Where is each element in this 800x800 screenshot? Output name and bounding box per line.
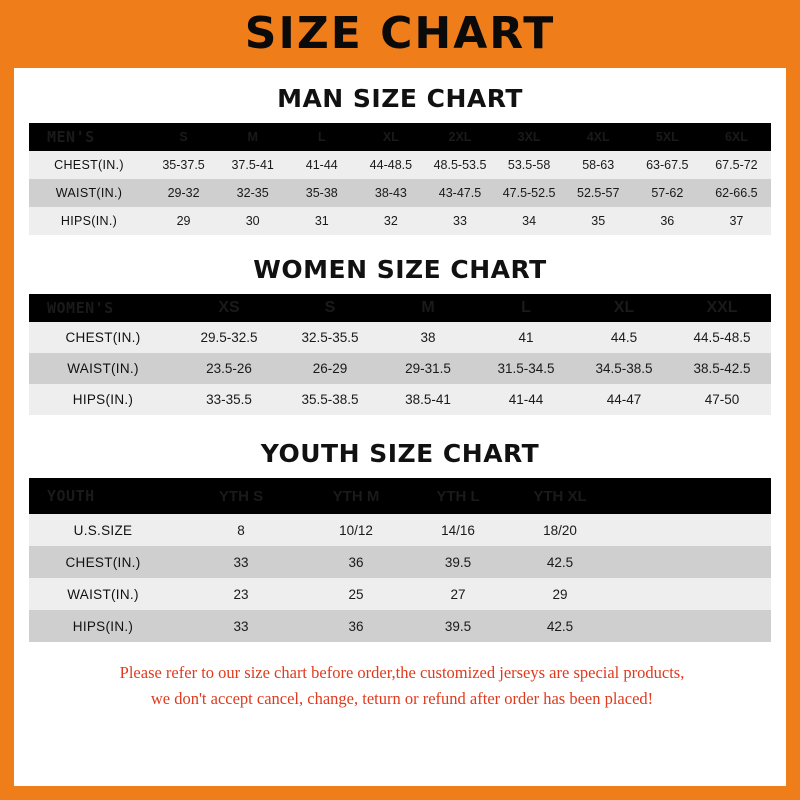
men-row-2-v0: 29 [176,214,191,228]
table-row [29,151,771,179]
women-row-2-v4: 44-47 [606,392,642,407]
youth-row-0-v2: 14/16 [441,522,475,538]
women-header-0: WOMEN'S [47,299,114,317]
youth-header-2: YTH M [332,487,380,505]
women-row-1-v3: 31.5-34.5 [497,361,555,376]
women-table-head [29,294,771,322]
men-row-0-label: CHEST(IN.) [54,158,124,172]
men-row-1-v6: 52.5-57 [577,186,620,200]
table-row [29,322,771,353]
men-row-1-v3: 38-43 [374,186,407,200]
table-row [29,179,771,207]
youth-header-0: YOUTH [47,487,95,505]
women-header-6: XXL [706,299,738,316]
men-row-2-v3: 32 [383,214,398,228]
men-row-2-v4: 33 [453,214,467,228]
men-size-table [29,123,771,235]
men-header-1: S [179,130,188,144]
men-row-0-v2: 41-44 [305,158,338,172]
men-row-0-v7: 63-67.5 [646,158,689,172]
youth-table-body [29,514,771,642]
men-row-1-v2: 35-38 [305,186,338,200]
women-row-1-label: WAIST(IN.) [67,361,139,376]
youth-row-3-v1: 36 [348,618,364,634]
youth-table-head [29,478,771,514]
youth-row-3-label: HIPS(IN.) [72,618,134,634]
men-row-0-v1: 37.5-41 [231,158,274,172]
youth-row-2-v0: 23 [233,586,249,602]
men-row-0-v0: 35-37.5 [162,158,205,172]
banner [0,0,800,68]
youth-row-0-label: U.S.SIZE [73,522,133,538]
youth-row-1-label: CHEST(IN.) [65,554,141,570]
men-header-5: 2XL [448,130,472,144]
men-row-1-v5: 47.5-52.5 [502,186,556,200]
women-header-5: XL [613,299,635,316]
youth-row-2-v4 [611,578,771,610]
content [14,84,786,711]
men-row-0-v8: 67.5-72 [715,158,758,172]
men-row-2-v8: 37 [729,214,744,228]
table-row [29,514,771,546]
table-header-row [29,123,771,151]
youth-row-1-v1: 36 [348,554,364,570]
men-table-head [29,123,771,151]
youth-row-0-v1: 10/12 [339,522,373,538]
table-row [29,578,771,610]
men-table-body [29,151,771,235]
notice-line-1: Please refer to our size chart before order,the customized jerseys are special products, [119,663,685,682]
table-row [29,546,771,578]
women-row-2-v5: 47-50 [704,392,740,407]
youth-row-2-v1: 25 [348,586,364,602]
women-row-2-v0: 33-35.5 [206,392,252,407]
men-row-1-v4: 43-47.5 [438,186,482,200]
women-row-0-label: CHEST(IN.) [65,330,141,345]
notice-text [28,660,776,711]
women-row-0-v0: 29.5-32.5 [200,330,258,345]
women-row-2-label: HIPS(IN.) [72,392,134,407]
youth-row-0-v4 [611,514,771,546]
women-row-1-v2: 29-31.5 [405,361,451,376]
youth-row-2-v2: 27 [450,586,466,602]
women-row-2-v1: 35.5-38.5 [301,392,359,407]
table-row [29,207,771,235]
women-row-1-v0: 23.5-26 [206,361,252,376]
youth-row-3-v0: 33 [233,618,249,634]
table-header-row [29,294,771,322]
youth-row-1-v4 [611,546,771,578]
men-row-2-v7: 36 [660,214,675,228]
youth-row-0-v3: 18/20 [543,522,577,538]
women-header-2: S [324,299,336,316]
table-row [29,384,771,415]
men-row-0-v6: 58-63 [582,158,615,172]
women-row-1-v5: 38.5-42.5 [693,361,751,376]
women-row-0-v5: 44.5-48.5 [693,330,751,345]
women-row-1-v1: 26-29 [312,361,348,376]
youth-row-2-label: WAIST(IN.) [67,586,139,602]
women-row-1-v4: 34.5-38.5 [595,361,653,376]
men-row-0-v4: 48.5-53.5 [433,158,487,172]
men-header-6: 3XL [517,130,541,144]
men-header-0: MEN'S [47,128,95,146]
table-row [29,353,771,384]
youth-header-4: YTH XL [533,487,587,505]
men-row-1-v7: 57-62 [651,186,684,200]
men-row-1-v0: 29-32 [167,186,200,200]
men-row-2-v6: 35 [591,214,606,228]
men-header-2: M [247,130,258,144]
women-row-0-v2: 38 [420,330,436,345]
women-row-0-v3: 41 [518,330,534,345]
women-row-0-v1: 32.5-35.5 [301,330,359,345]
men-row-2-v2: 31 [314,214,329,228]
men-row-2-label: HIPS(IN.) [60,214,118,228]
page-title: SIZE CHART [244,8,556,59]
women-header-4: L [521,299,531,316]
youth-row-3-v2: 39.5 [444,618,472,634]
men-section-title: MAN SIZE CHART [277,84,523,113]
men-header-4: XL [382,130,399,144]
men-row-1-v1: 32-35 [236,186,269,200]
men-row-0-v5: 53.5-58 [507,158,551,172]
youth-row-2-v3: 29 [552,586,568,602]
notice-line-2: we don't accept cancel, change, teturn or refund after order has been placed! [150,688,654,708]
women-table-body [29,322,771,415]
men-row-2-v5: 34 [522,214,537,228]
men-row-2-v1: 30 [245,214,260,228]
youth-header-5 [611,478,771,514]
men-header-9: 6XL [724,130,748,144]
men-header-3: L [317,130,326,144]
men-header-7: 4XL [586,130,610,144]
men-row-1-v8: 62-66.5 [715,186,758,200]
women-size-table [29,294,771,415]
youth-row-1-v3: 42.5 [546,554,574,570]
women-header-1: XS [218,299,240,316]
youth-size-table [29,478,771,642]
youth-row-1-v0: 33 [233,554,249,570]
women-row-2-v2: 38.5-41 [405,392,451,407]
youth-row-3-v4 [611,610,771,642]
youth-row-1-v2: 39.5 [444,554,472,570]
women-section-title: WOMEN SIZE CHART [253,255,547,284]
men-header-8: 5XL [655,130,679,144]
women-row-0-v4: 44.5 [610,330,638,345]
men-row-0-v3: 44-48.5 [369,158,413,172]
youth-section-title: YOUTH SIZE CHART [260,439,540,468]
youth-header-1: YTH S [218,487,264,505]
men-row-1-label: WAIST(IN.) [55,186,123,200]
table-row [29,610,771,642]
youth-row-0-v0: 8 [237,522,245,538]
women-row-2-v3: 41-44 [508,392,544,407]
youth-header-3: YTH L [436,487,480,505]
youth-row-3-v3: 42.5 [546,618,574,634]
women-header-3: M [421,299,435,316]
table-header-row [29,478,771,514]
